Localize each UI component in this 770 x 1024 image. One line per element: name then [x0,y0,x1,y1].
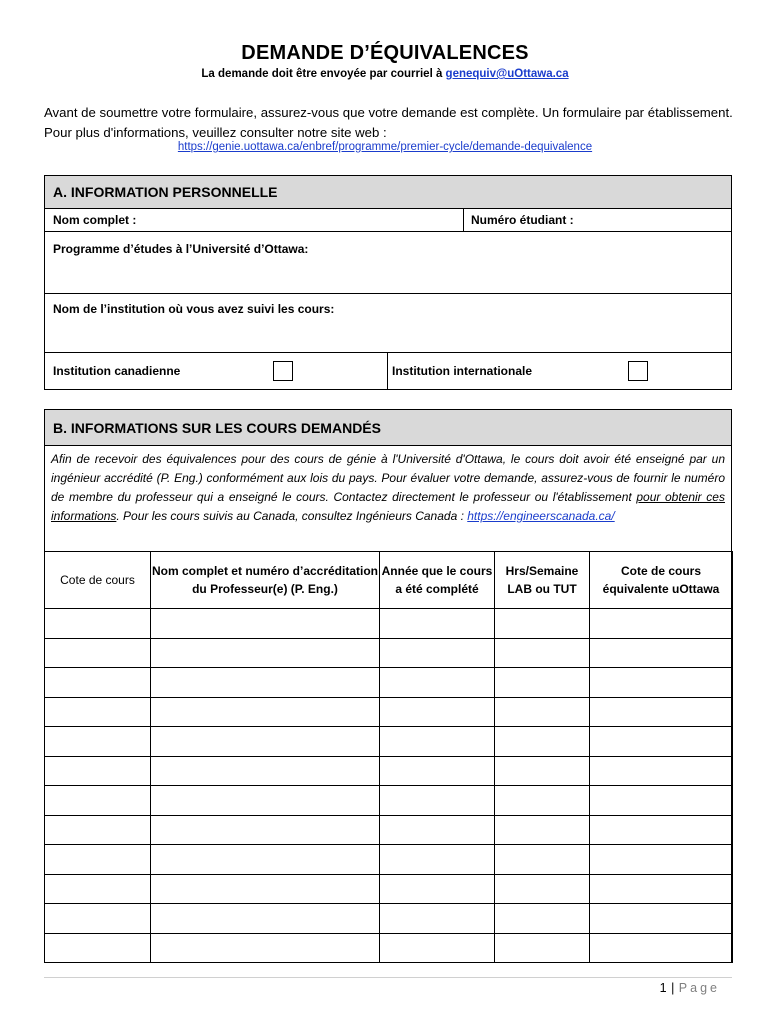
equivalent-cell[interactable] [590,904,733,934]
page-title: DEMANDE D’ÉQUIVALENCES [241,42,529,64]
intro-link-wrap [0,141,770,153]
footer-divider [44,977,732,978]
international-institution-label: Institution internationale [392,364,532,378]
year-cell[interactable] [380,727,495,757]
table-row [45,638,733,668]
year-cell[interactable] [380,845,495,875]
page-subtitle [0,68,770,80]
international-institution-checkbox[interactable] [628,361,648,381]
hours-cell[interactable] [495,904,590,934]
hours-cell[interactable] [495,933,590,963]
professor-cell[interactable] [151,904,380,934]
table-row [45,786,733,816]
course-code-cell[interactable] [45,874,151,904]
professor-cell[interactable] [151,638,380,668]
institution-label: Nom de l’institution où vous avez suivi les cours: [53,302,335,316]
page-number [660,981,720,995]
equivalent-cell[interactable] [590,786,733,816]
email-link[interactable]: genequiv@uOttawa.ca [445,68,569,80]
course-code-cell[interactable] [45,815,151,845]
hours-cell[interactable] [495,815,590,845]
hours-cell[interactable] [495,756,590,786]
equivalent-cell[interactable] [590,609,733,639]
canadian-institution-checkbox[interactable] [273,361,293,381]
course-code-cell[interactable] [45,845,151,875]
courses-description [51,450,725,526]
hours-cell[interactable] [495,786,590,816]
course-code-cell[interactable] [45,727,151,757]
table-row [45,609,733,639]
year-cell[interactable] [380,786,495,816]
engineers-canada-link[interactable]: https://engineerscanada.ca/ [467,509,615,523]
divider [463,209,464,231]
equivalent-cell[interactable] [590,697,733,727]
year-cell[interactable] [380,874,495,904]
professor-cell[interactable] [151,609,380,639]
student-number-label: Numéro étudiant : [471,213,574,227]
equivalent-cell[interactable] [590,727,733,757]
professor-cell[interactable] [151,786,380,816]
table-row [45,874,733,904]
professor-cell[interactable] [151,933,380,963]
canadian-institution-label: Institution canadienne [53,364,181,378]
program-label: Programme d’études à l’Université d’Ottawa: [53,242,309,256]
year-cell[interactable] [380,933,495,963]
year-cell[interactable] [380,756,495,786]
program-row [45,232,731,294]
course-code-cell[interactable] [45,904,151,934]
page-separator: | [667,981,679,995]
course-code-cell[interactable] [45,609,151,639]
year-cell[interactable] [380,668,495,698]
table-row [45,727,733,757]
equivalent-cell[interactable] [590,933,733,963]
hours-cell[interactable] [495,609,590,639]
column-header-hours: Hrs/Semaine LAB ou TUT [495,552,590,609]
courses-table [44,551,733,963]
hours-cell[interactable] [495,874,590,904]
professor-cell[interactable] [151,727,380,757]
table-body [45,609,733,963]
name-row [45,209,731,232]
course-code-cell[interactable] [45,697,151,727]
hours-cell[interactable] [495,727,590,757]
column-header-course-code: Cote de cours [45,552,151,609]
professor-cell[interactable] [151,697,380,727]
table-row [45,815,733,845]
description-text-2: . Pour les cours suivis au Canada, consultez Ingénieurs Canada : [116,509,468,523]
professor-cell[interactable] [151,845,380,875]
table-row [45,756,733,786]
subtitle-text: La demande doit être envoyée par courriel à [201,68,446,80]
page-label: Page [678,981,720,995]
hours-cell[interactable] [495,638,590,668]
column-header-professor: Nom complet et numéro d’accréditation du Professeur(e) (P. Eng.) [151,552,380,609]
divider [387,353,388,389]
description-underlined: pour obtenir ces informations [51,490,725,523]
section-b-heading: B. INFORMATIONS SUR LES COURS DEMANDÉS [45,410,731,446]
full-name-label: Nom complet : [53,213,137,227]
professor-cell[interactable] [151,668,380,698]
website-link[interactable]: https://genie.uottawa.ca/enbref/programme/premier-cycle/demande-dequivalence [177,141,593,153]
table-row [45,904,733,934]
table-header-row [45,552,733,609]
institution-type-row [45,353,731,389]
hours-cell[interactable] [495,697,590,727]
hours-cell[interactable] [495,845,590,875]
table-row [45,697,733,727]
year-cell[interactable] [380,638,495,668]
page-number-value: 1 [659,981,668,995]
table-row [45,845,733,875]
year-cell[interactable] [380,697,495,727]
table-row [45,933,733,963]
course-code-cell[interactable] [45,638,151,668]
course-code-cell[interactable] [45,756,151,786]
description-text: Afin de recevoir des équivalences pour des cours de génie à l'Université d'Ottawa, le cours doit avoir été enseigné par un ingénieur accrédité (P. Eng.) conformément aux lois du pays. Pour évaluer votre demande, assurez-vous de fournir le numéro de membre du professeur qui a enseigné le cours. Contactez directement le professeur ou l'établissement [51,452,725,504]
course-code-cell[interactable] [45,786,151,816]
equivalent-cell[interactable] [590,845,733,875]
course-code-cell[interactable] [45,933,151,963]
professor-cell[interactable] [151,756,380,786]
equivalent-cell[interactable] [590,815,733,845]
institution-row [45,294,731,353]
equivalent-cell[interactable] [590,874,733,904]
table-row [45,668,733,698]
section-a-heading: A. INFORMATION PERSONNELLE [45,176,731,209]
equivalent-cell[interactable] [590,668,733,698]
column-header-year: Année que le cours a été complété [380,552,495,609]
column-header-equivalent: Cote de cours équivalente uOttawa [590,552,733,609]
section-personal-info [44,175,732,390]
section-courses [44,409,732,962]
year-cell[interactable] [380,904,495,934]
equivalent-cell[interactable] [590,756,733,786]
year-cell[interactable] [380,609,495,639]
year-cell[interactable] [380,815,495,845]
professor-cell[interactable] [151,815,380,845]
professor-cell[interactable] [151,874,380,904]
intro-text: Avant de soumettre votre formulaire, assurez-vous que votre demande est complète. Un formulaire par établissement. Pour plus d'informations, veuillez consulter notre site web : [44,105,733,140]
course-code-cell[interactable] [45,668,151,698]
hours-cell[interactable] [495,668,590,698]
equivalent-cell[interactable] [590,638,733,668]
